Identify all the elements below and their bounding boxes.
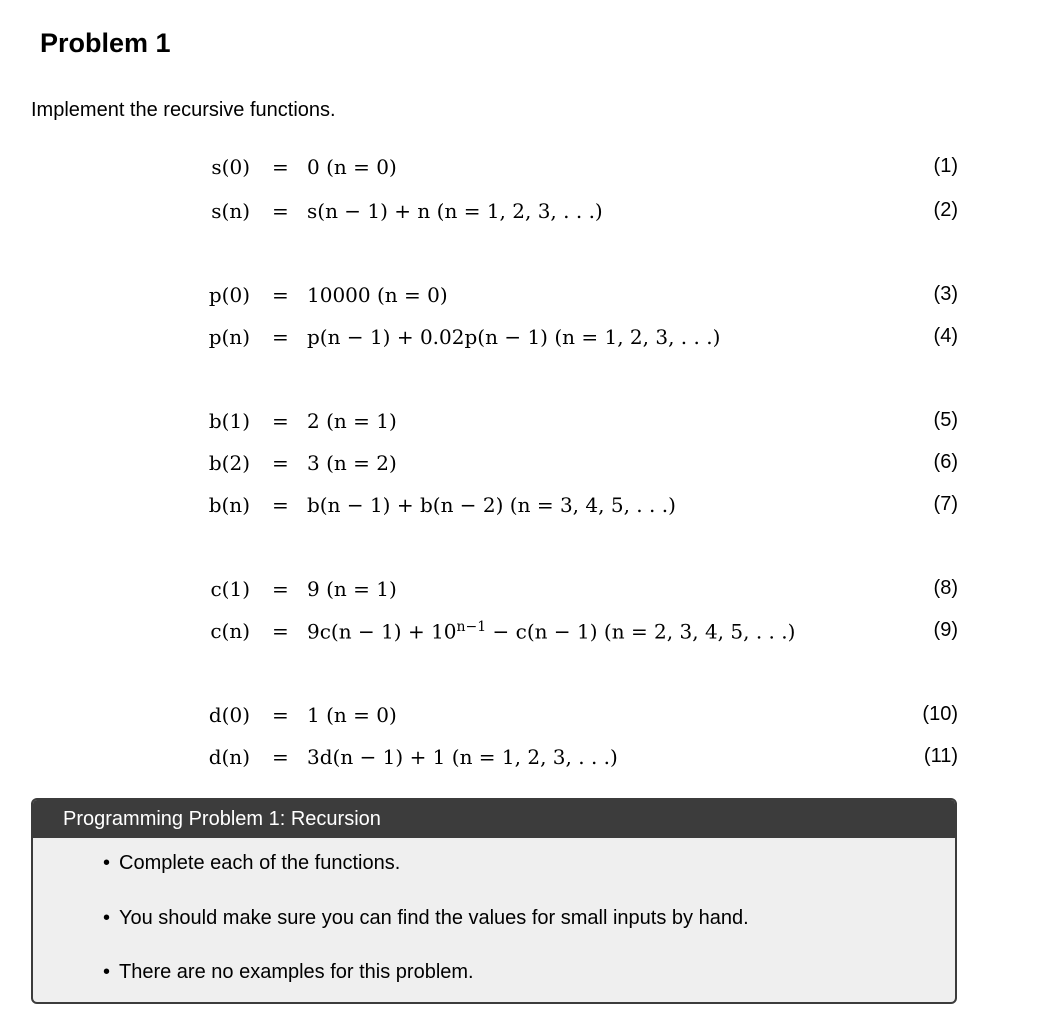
equation-rhs: 1 (n = 0) <box>307 703 397 727</box>
equation-number: (2) <box>933 199 958 221</box>
equation-row <box>0 703 1038 733</box>
equation-row <box>0 493 1038 523</box>
equation-row <box>0 199 1038 229</box>
equation-relation: = <box>272 409 289 433</box>
equation-number: (10) <box>922 703 958 725</box>
equation-rhs: 3 (n = 2) <box>307 451 397 475</box>
equation-row <box>0 619 1038 649</box>
equation-row <box>0 745 1038 775</box>
equation-row <box>0 409 1038 439</box>
equation-number: (4) <box>933 325 958 347</box>
equation-number: (11) <box>923 745 958 767</box>
equation-row <box>0 155 1038 185</box>
list-item-text: There are no examples for this problem. <box>119 961 474 983</box>
equation-relation: = <box>272 703 289 727</box>
bullet-icon: • <box>103 907 111 929</box>
box-header: Programming Problem 1: Recursion <box>33 800 955 838</box>
equation-relation: = <box>272 619 289 643</box>
equation-rhs: s(n − 1) + n (n = 1, 2, 3, . . .) <box>307 199 603 223</box>
list-item-text: You should make sure you can find the values for small inputs by hand. <box>119 907 749 929</box>
equation-rhs: 0 (n = 0) <box>307 155 397 179</box>
equation-lhs: c(n) <box>210 619 250 643</box>
equation-number: (9) <box>933 619 958 641</box>
problem-title: Problem 1 <box>40 28 171 58</box>
equation-exponent: n−1 <box>456 619 487 635</box>
list-item <box>103 852 401 875</box>
equation-number: (1) <box>933 155 958 177</box>
equation-number: (5) <box>933 409 958 431</box>
equation-lhs: p(n) <box>208 325 250 349</box>
equation-row <box>0 283 1038 313</box>
equation-number: (3) <box>933 283 958 305</box>
equation-relation: = <box>272 745 289 769</box>
equation-relation: = <box>272 493 289 517</box>
equation-rhs: p(n − 1) + 0.02p(n − 1) (n = 1, 2, 3, . . .) <box>307 325 721 349</box>
list-item-text: Complete each of the functions. <box>119 852 401 874</box>
equation-relation: = <box>272 155 289 179</box>
equation-rhs: 9 (n = 1) <box>307 577 397 601</box>
equation-lhs: s(0) <box>211 155 250 179</box>
equation-relation: = <box>272 199 289 223</box>
equation-relation: = <box>272 283 289 307</box>
bullet-icon: • <box>103 852 111 874</box>
equation-rhs-tail: − c(n − 1) (n = 2, 3, 4, 5, . . .) <box>486 619 796 644</box>
equation-number: (6) <box>933 451 958 473</box>
equation-lhs: c(1) <box>210 577 250 601</box>
equation-rhs: 10000 (n = 0) <box>307 283 448 307</box>
equation-number: (8) <box>933 577 958 599</box>
equation-lhs: b(2) <box>208 451 250 475</box>
list-item <box>103 907 749 930</box>
programming-problem-box <box>31 798 957 1004</box>
equation-number: (7) <box>933 493 958 515</box>
equation-rhs: 2 (n = 1) <box>307 409 397 433</box>
equation-row <box>0 325 1038 355</box>
equation-lhs: d(n) <box>208 745 250 769</box>
equation-relation: = <box>272 325 289 349</box>
equation-row <box>0 451 1038 481</box>
equation-row <box>0 577 1038 607</box>
intro-text: Implement the recursive functions. <box>31 99 336 121</box>
bullet-icon: • <box>103 961 111 983</box>
equation-relation: = <box>272 577 289 601</box>
equation-lhs: p(0) <box>208 283 250 307</box>
list-item <box>103 961 474 984</box>
equation-relation: = <box>272 451 289 475</box>
equation-rhs <box>307 619 795 644</box>
equation-lhs: b(1) <box>208 409 250 433</box>
equation-lhs: b(n) <box>208 493 250 517</box>
equation-lhs: s(n) <box>211 199 250 223</box>
equation-rhs: b(n − 1) + b(n − 2) (n = 3, 4, 5, . . .) <box>307 493 676 517</box>
equation-rhs: 3d(n − 1) + 1 (n = 1, 2, 3, . . .) <box>307 745 618 769</box>
equation-rhs-base: 9c(n − 1) + 10 <box>307 619 457 644</box>
equation-lhs: d(0) <box>208 703 250 727</box>
